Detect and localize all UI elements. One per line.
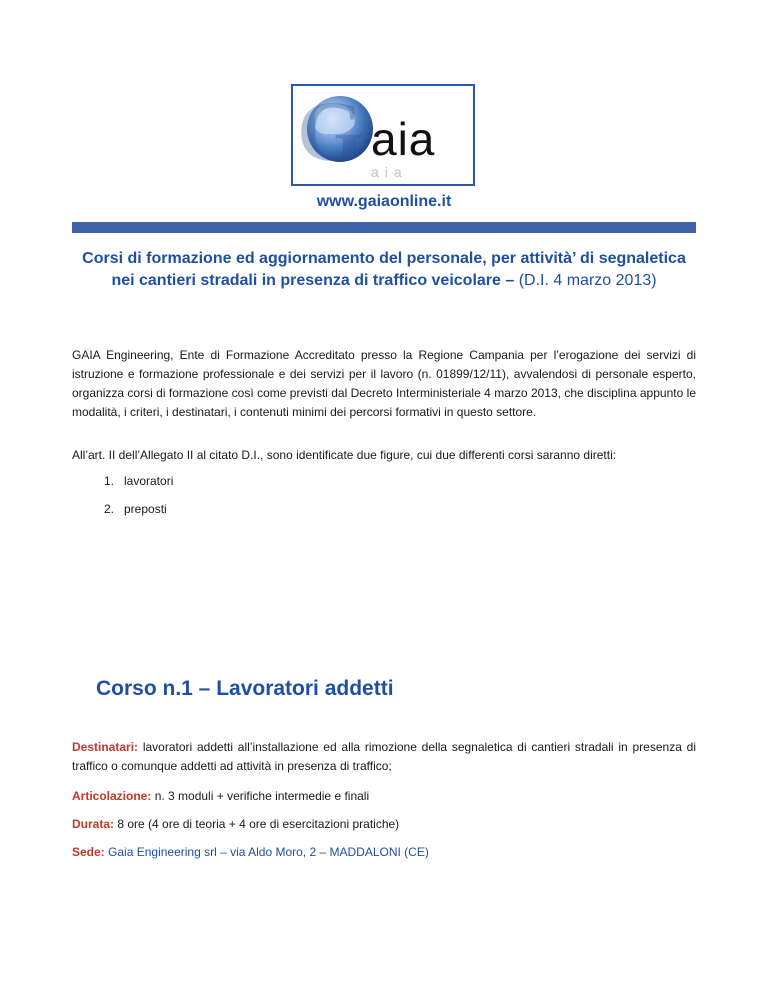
durata-value: 8 ore (4 ore di teoria + 4 ore di esercitazioni pratiche) [117, 817, 400, 831]
list-item [104, 500, 167, 519]
list-item-label: preposti [124, 502, 167, 516]
logo-g-letter: G [297, 84, 364, 179]
list-item [104, 472, 173, 491]
articolazione-label: Articolazione: [72, 789, 152, 803]
sede-value: Gaia Engineering srl – via Aldo Moro, 2 – MADDALONI (CE) [108, 845, 429, 859]
articolazione-value: n. 3 moduli + verifiche intermedie e finali [154, 789, 370, 803]
list-item-number: 2. [104, 502, 115, 516]
title-main: Corsi di formazione ed aggiornamento del personale, per attività’ di segnaletica nei cantieri stradali in presenza di traffico veicolare – [82, 250, 686, 289]
course-title: Corso n.1 – Lavoratori addetti [96, 677, 394, 700]
logo-wordmark: aia [371, 113, 436, 165]
figures-intro-paragraph: All’art. II dell’Allegato II al citato D.I., sono identificate due figure, cui due differenti corsi saranno diretti: [72, 448, 617, 462]
intro-paragraph: GAIA Engineering, Ente di Formazione Accreditato presso la Regione Campania per l’erogazione dei servizi di istruzione e formazione professionale e dei servizi per il lavoro (n. 01899/12/11), avvalendosi di personale esperto, organizza corsi di formazione così come previsti dal Decreto Interministeriale 4 marzo 2013, che disciplina appunto le modalità, i criteri, i destinatari, i contenuti minimi dei percorsi formativi in questo settore. [72, 348, 696, 419]
document-title [72, 248, 696, 292]
sede-label: Sede: [72, 845, 105, 859]
durata-label: Durata: [72, 817, 115, 831]
destinatari-label: Destinatari: [72, 740, 139, 754]
gaia-logo [291, 84, 475, 186]
website-link[interactable]: www.gaiaonline.it [316, 193, 452, 210]
course-durata [72, 815, 696, 834]
title-decree: (D.I. 4 marzo 2013) [518, 272, 657, 289]
logo-reflection: aia [371, 164, 408, 180]
list-item-label: lavoratori [124, 474, 174, 488]
course-articolazione [72, 787, 696, 806]
course-destinatari [72, 738, 696, 776]
list-item-number: 1. [104, 474, 115, 488]
course-sede [72, 843, 696, 862]
header-divider-bar [72, 222, 696, 233]
destinatari-value: lavoratori addetti all’installazione ed alla rimozione della segnaletica di cantieri stradali in presenza di traffico o comunque addetti ad attività in presenza di traffico; [72, 740, 696, 773]
